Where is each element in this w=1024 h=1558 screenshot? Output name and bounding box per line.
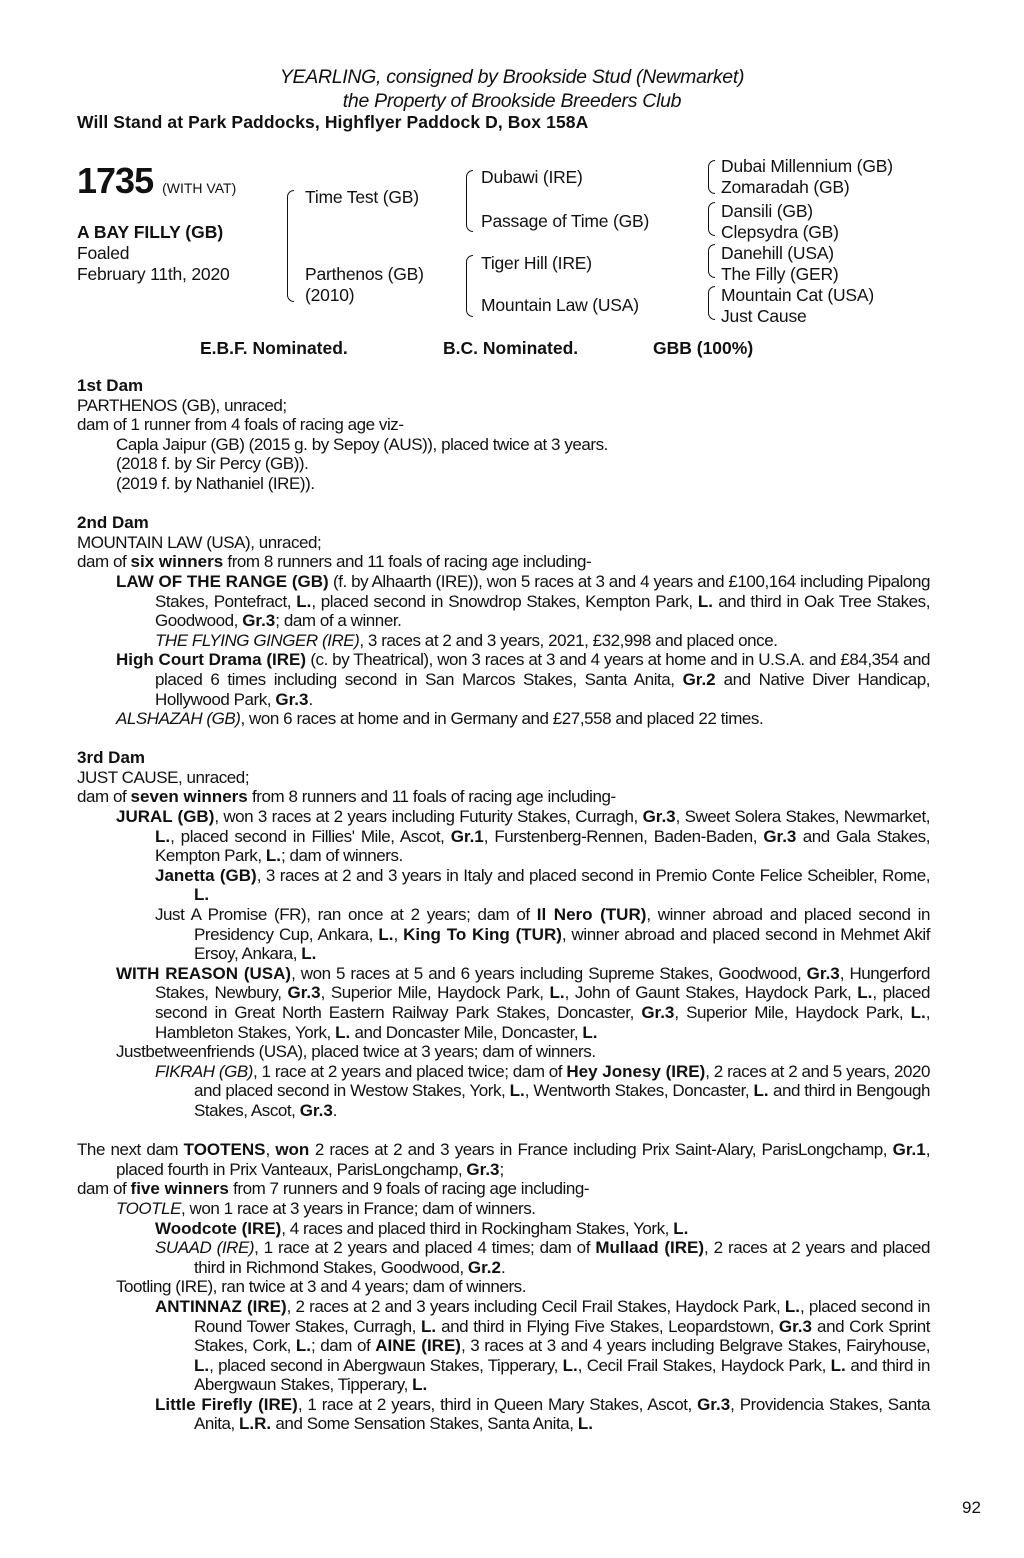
- text: from 7 runners and 9 foals of racing age including-: [228, 1179, 590, 1199]
- text: , won 5 races at 5 and 6 years including Supreme Stakes, Goodwood,: [291, 963, 807, 983]
- bold-text: Il Nero (TUR): [536, 905, 647, 925]
- text: , won 6 races at home and in Germany and £27,558 and placed 22 times.: [240, 709, 764, 729]
- text: , 1 race at 2 years and placed twice; dam of: [253, 1061, 567, 1081]
- bold-text: L.: [753, 1081, 769, 1101]
- bold-text: L.: [673, 1218, 689, 1238]
- text: , winner abroad and placed second in Presidency Cup, Ankara,: [194, 905, 930, 944]
- pedigree-sire-dam: Passage of Time (GB): [481, 211, 650, 231]
- text: .: [501, 1257, 506, 1277]
- produce-entry: [77, 1140, 930, 1179]
- pedigree-gg-3: Dansili (GB): [721, 201, 813, 221]
- bold-text: six winners: [130, 552, 224, 572]
- bold-text: L.: [296, 591, 312, 611]
- text: MOUNTAIN LAW (USA), unraced;: [77, 532, 322, 552]
- consignor-line: YEARLING, consigned by Brookside Stud (Newmarket): [279, 66, 745, 88]
- produce-entry: [77, 866, 930, 905]
- text: Tootling (IRE), ran twice at 3 and 4 years; dam of winners.: [116, 1277, 526, 1297]
- pedigree-section: [77, 376, 930, 494]
- produce-entry: [77, 474, 930, 494]
- page-number: 92: [962, 1498, 981, 1517]
- produce-entry: [77, 964, 930, 1042]
- property-line: the Property of Brookside Breeders Club: [342, 90, 682, 112]
- bracket: [287, 190, 294, 302]
- text: , 1 race at 2 years, third in Queen Mary Stakes, Ascot,: [297, 1394, 698, 1414]
- text: and third in Flying Five Stakes, Leopardstown,: [436, 1316, 779, 1336]
- text: , placed second in Abergwaun Stakes, Tipperary,: [209, 1355, 563, 1375]
- text: ; dam of: [311, 1336, 376, 1356]
- bold-text: LAW OF THE RANGE (GB): [116, 571, 329, 591]
- text: , Superior Mile, Haydock Park,: [674, 1003, 911, 1022]
- pedigree-dam: Parthenos (GB): [305, 264, 424, 284]
- pedigree-section: [77, 513, 930, 729]
- bold-text: AINE (IRE): [375, 1336, 461, 1356]
- text: , 2 races at 2 years and placed third in Richmond Stakes, Goodwood,: [194, 1238, 931, 1277]
- bold-text: WITH REASON (USA): [116, 963, 292, 983]
- bold-text: Gr.3: [778, 1316, 812, 1336]
- bold-text: ANTINNAZ (IRE): [155, 1296, 287, 1316]
- pedigree-dam-sire: Tiger Hill (IRE): [481, 253, 592, 273]
- produce-entry: [77, 572, 930, 631]
- text: ,: [393, 924, 404, 944]
- bold-text: Janetta (GB): [155, 865, 257, 885]
- bold-text: Gr.3: [641, 1003, 675, 1022]
- bold-text: Gr.1: [450, 826, 484, 846]
- lot-number-block: [77, 160, 236, 202]
- text: ,: [265, 1140, 276, 1160]
- pedigree-gg-6: The Filly (GER): [721, 264, 839, 284]
- text: (2019 f. by Nathaniel (IRE)).: [116, 473, 315, 493]
- dam-produce-record: [77, 376, 930, 1454]
- bold-text: L.: [509, 1081, 525, 1101]
- bold-text: Gr.3: [299, 1100, 333, 1120]
- bold-text: Gr.3: [642, 807, 676, 827]
- text: from 8 runners and 11 foals of racing age including-: [247, 787, 616, 807]
- text: .: [332, 1100, 338, 1120]
- text: (c. by Theatrical), won 3 races at 3 and 4 years at home and in U.S.A. and £84,354 and placed 6 times including second in San Marcos Stakes, Santa Anita,: [155, 650, 930, 689]
- bold-text: L.: [582, 1022, 598, 1042]
- text: , John of Gaunt Stakes, Haydock Park,: [564, 983, 858, 1003]
- bold-text: TOOTENS: [183, 1140, 266, 1160]
- text: , Hungerford Stakes, Newbury,: [155, 963, 930, 1003]
- text: , placed second in Snowdrop Stakes, Kempton Park,: [311, 591, 698, 611]
- italic-text: FIKRAH (GB): [155, 1061, 253, 1081]
- text: , 2 races at 2 and 5 years, 2020 and placed second in Westow Stakes, York,: [194, 1061, 930, 1101]
- produce-entry: [77, 1179, 930, 1199]
- text: Just A Promise (FR), ran once at 2 years; dam of: [155, 905, 537, 925]
- text: , won 3 races at 2 years including Futurity Stakes, Curragh,: [214, 807, 643, 827]
- produce-entry: [77, 768, 930, 788]
- text: and Cork Sprint Stakes, Cork,: [194, 1316, 930, 1356]
- text: PARTHENOS (GB), unraced;: [77, 395, 287, 415]
- bold-text: Gr.3: [275, 689, 309, 709]
- text: and third in Bengough Stakes, Ascot,: [194, 1081, 930, 1120]
- produce-entry: [77, 787, 930, 807]
- gbb-rating: GBB (100%): [653, 338, 754, 358]
- text: , Sweet Solera Stakes, Newmarket,: [675, 807, 930, 827]
- pedigree-gg-8: Just Cause: [721, 306, 807, 326]
- bold-text: L.: [784, 1296, 800, 1316]
- bold-text: Woodcote (IRE): [155, 1218, 282, 1238]
- produce-entry: [77, 709, 930, 729]
- text: and third in Oak Tree Stakes, Goodwood,: [155, 591, 930, 631]
- text: , 3 races at 2 and 3 years, 2021, £32,998 and placed once.: [359, 630, 778, 650]
- produce-entry: [77, 650, 930, 709]
- bracket: [708, 286, 715, 320]
- produce-entry: [77, 1042, 930, 1062]
- bold-text: Gr.2: [467, 1257, 501, 1277]
- bold-text: L.: [830, 1355, 846, 1375]
- pedigree-gg-4: Clepsydra (GB): [721, 222, 839, 242]
- text: from 8 runners and 11 foals of racing age including-: [223, 552, 592, 572]
- text: , Superior Mile, Haydock Park,: [320, 983, 550, 1003]
- text: The next dam: [77, 1140, 184, 1160]
- bold-text: L.R.: [239, 1414, 272, 1434]
- bold-text: five winners: [130, 1179, 229, 1199]
- text: , 1 race at 2 years and placed 4 times; dam of: [254, 1238, 596, 1258]
- produce-entry: [77, 631, 930, 651]
- text: , placed second in Great North Eastern Railway Park Stakes, Doncaster,: [155, 983, 930, 1022]
- produce-entry: [77, 533, 930, 553]
- text: , Furstenberg-Rennen, Baden-Baden,: [483, 826, 764, 846]
- produce-entry: [77, 807, 930, 866]
- text: dam of: [77, 552, 131, 572]
- vat-label: (WITH VAT): [162, 180, 237, 196]
- text: , 3 races at 3 and 4 years including Belgrave Stakes, Fairyhouse,: [460, 1336, 930, 1356]
- bold-text: Gr.2: [682, 669, 716, 689]
- bold-text: L.: [155, 826, 171, 846]
- bold-text: Gr.3: [697, 1394, 731, 1414]
- pedigree-gg-2: Zomaradah (GB): [721, 177, 850, 197]
- bold-text: Little Firefly (IRE): [155, 1394, 298, 1414]
- text: , Cecil Frail Stakes, Haydock Park,: [577, 1355, 831, 1375]
- bold-text: L.: [378, 924, 394, 944]
- foaled-label: Foaled: [77, 243, 130, 263]
- produce-entry: [77, 396, 930, 416]
- text: JUST CAUSE, unraced;: [77, 767, 250, 787]
- bold-text: L.: [910, 1003, 926, 1022]
- text: and third in Abergwaun Stakes, Tipperary,: [194, 1355, 930, 1395]
- text: (2018 f. by Sir Percy (GB)).: [116, 454, 309, 474]
- text: .: [308, 689, 313, 709]
- stand-location: Will Stand at Park Paddocks, Highflyer Paddock D, Box 158A: [77, 112, 589, 132]
- text: (f. by Alhaarth (IRE)), won 5 races at 3 and 4 years and £100,164 including Pipalong Stakes, Pontefract,: [155, 571, 930, 611]
- produce-entry: [77, 905, 930, 964]
- produce-entry: [77, 415, 930, 435]
- text: , 2 races at 2 and 3 years including Cecil Frail Stakes, Haydock Park,: [286, 1296, 785, 1316]
- foaled-date: February 11th, 2020: [77, 264, 230, 284]
- bold-text: L.: [335, 1022, 351, 1042]
- produce-entry: [77, 376, 930, 396]
- text: , placed second in Round Tower Stakes, Curragh,: [194, 1296, 930, 1336]
- bold-text: Gr.3: [287, 983, 321, 1003]
- produce-entry: [77, 1395, 930, 1434]
- text: ;: [499, 1159, 504, 1179]
- italic-text: THE FLYING GINGER (IRE): [155, 630, 360, 650]
- pedigree-dam-dam: Mountain Law (USA): [481, 295, 639, 315]
- text: , placed second in Fillies' Mile, Ascot,: [170, 826, 451, 846]
- bracket: [708, 244, 715, 278]
- text: Capla Jaipur (GB) (2015 g. by Sepoy (AUS)), placed twice at 3 years.: [116, 434, 608, 454]
- text: ; dam of a winner.: [275, 611, 402, 631]
- lot-number: 1735: [77, 160, 154, 201]
- pedigree-section: [77, 1140, 930, 1434]
- produce-entry: [77, 435, 930, 455]
- produce-entry: [77, 1297, 930, 1395]
- produce-entry: [77, 513, 930, 533]
- bold-text: High Court Drama (IRE): [116, 650, 306, 670]
- bold-text: L.: [194, 1355, 210, 1375]
- produce-entry: [77, 1062, 930, 1121]
- bold-text: Gr.3: [763, 826, 797, 846]
- bold-text: L.: [412, 1375, 428, 1395]
- text: and Some Sensation Stakes, Santa Anita,: [271, 1414, 578, 1434]
- text: dam of: [77, 1179, 131, 1199]
- bold-text: L.: [562, 1355, 578, 1375]
- text: dam of 1 runner from 4 foals of racing age viz-: [77, 415, 404, 435]
- pedigree-section: [77, 748, 930, 1120]
- bold-text: L.: [301, 944, 317, 964]
- produce-entry: [77, 748, 930, 768]
- bold-text: L.: [194, 885, 210, 905]
- pedigree-gg-5: Danehill (USA): [721, 243, 834, 263]
- text: ; dam of winners.: [280, 846, 403, 866]
- text: , 4 races and placed third in Rockingham Stakes, York,: [281, 1218, 674, 1238]
- bracket: [466, 255, 473, 317]
- pedigree-sire-sire: Dubawi (IRE): [481, 167, 583, 187]
- text: Justbetweenfriends (USA), placed twice at 3 years; dam of winners.: [116, 1042, 596, 1062]
- text: , Hambleton Stakes, York,: [155, 1003, 931, 1042]
- bold-text: Mullaad (IRE): [595, 1238, 705, 1258]
- bold-text: L.: [857, 983, 873, 1003]
- text: 2 races at 2 and 3 years in France including Prix Saint-Alary, ParisLongchamp,: [309, 1140, 893, 1160]
- bold-text: 1st Dam: [77, 376, 144, 395]
- bold-text: Gr.3: [806, 963, 840, 983]
- bracket: [466, 170, 473, 232]
- bold-text: Gr.1: [892, 1140, 926, 1160]
- produce-entry: [77, 454, 930, 474]
- pedigree-sire: Time Test (GB): [305, 187, 419, 207]
- bold-text: L.: [549, 983, 565, 1003]
- bold-text: JURAL (GB): [116, 807, 215, 827]
- italic-text: SUAAD (IRE): [155, 1238, 255, 1258]
- produce-entry: [77, 1238, 930, 1277]
- bold-text: 2nd Dam: [77, 513, 149, 533]
- lot-title: A BAY FILLY (GB): [77, 222, 224, 242]
- text: , winner abroad and placed second in Mehmet Akif Ersoy, Ankara,: [194, 924, 930, 964]
- text: , Wentworth Stakes, Doncaster,: [524, 1081, 754, 1101]
- bold-text: Hey Jonesy (IRE): [566, 1061, 706, 1081]
- produce-entry: [77, 552, 930, 572]
- bold-text: L.: [577, 1414, 593, 1434]
- text: and Doncaster Mile, Doncaster,: [350, 1022, 583, 1042]
- bracket: [708, 160, 715, 194]
- text: , won 1 race at 3 years in France; dam of winners.: [181, 1198, 536, 1218]
- ebf-nomination: E.B.F. Nominated.: [200, 338, 348, 358]
- bold-text: L.: [295, 1336, 311, 1356]
- produce-entry: [77, 1219, 930, 1239]
- pedigree-gg-1: Dubai Millennium (GB): [721, 156, 893, 176]
- text: , placed fourth in Prix Vanteaux, ParisLongchamp,: [116, 1140, 930, 1179]
- bold-text: L.: [420, 1316, 437, 1336]
- bold-text: King To King (TUR): [403, 924, 562, 944]
- bold-text: L.: [265, 846, 281, 866]
- pedigree-dam-year: (2010): [305, 285, 355, 305]
- bold-text: Gr.3: [466, 1159, 500, 1179]
- bold-text: 3rd Dam: [77, 748, 146, 768]
- pedigree-gg-7: Mountain Cat (USA): [721, 285, 874, 305]
- text: and Native Diver Handicap, Hollywood Park,: [155, 669, 931, 709]
- bracket: [708, 202, 715, 236]
- text: dam of: [77, 787, 131, 807]
- bold-text: won: [275, 1140, 310, 1160]
- italic-text: TOOTLE: [116, 1198, 182, 1218]
- bold-text: L.: [697, 591, 713, 611]
- text: and Gala Stakes, Kempton Park,: [155, 826, 930, 866]
- text: , Providencia Stakes, Santa Anita,: [194, 1394, 930, 1434]
- bc-nomination: B.C. Nominated.: [443, 338, 579, 358]
- italic-text: ALSHAZAH (GB): [116, 709, 241, 729]
- produce-entry: [77, 1277, 930, 1297]
- text: , 3 races at 2 and 3 years in Italy and placed second in Premio Conte Felice Scheibler, Rome,: [256, 865, 931, 885]
- bold-text: Gr.3: [242, 611, 276, 631]
- bold-text: seven winners: [130, 787, 248, 807]
- produce-entry: [77, 1199, 930, 1219]
